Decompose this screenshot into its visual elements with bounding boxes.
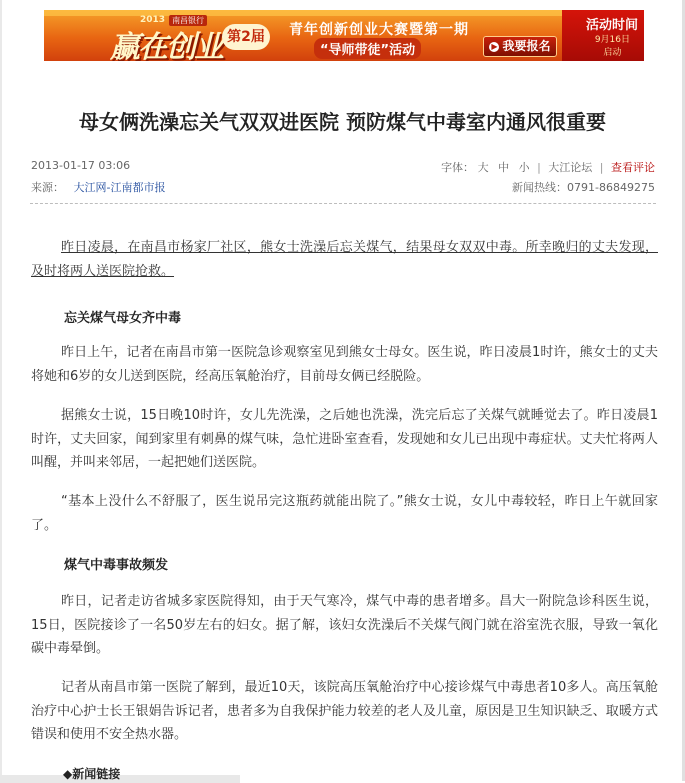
article-lead: 昨日凌晨，在南昌市杨家厂社区，熊女士洗澡后忘关煤气，结果母女双双中毒。所幸晚归的丈夫发现，及时将两人送医院抢救。: [31, 240, 658, 279]
article-source: [31, 179, 165, 195]
forum-link[interactable]: 大江论坛: [548, 161, 593, 174]
article-paragraph: 昨日上午，记者在南昌市第一医院急诊观察室见到熊女士母女。医生说，昨日凌晨1时许，熊女士的丈夫将她和6岁的女儿送到医院，经高压氧舱治疗，目前母女俩已经脱险。: [31, 345, 658, 384]
source-link[interactable]: 大江网-江南都市报: [73, 181, 166, 194]
news-hotline: [512, 179, 655, 195]
banner-year: 2013: [140, 15, 166, 25]
banner-main-title: 赢在创业: [110, 30, 222, 61]
font-medium-link[interactable]: 中: [498, 161, 510, 174]
register-button-label: 我要报名: [502, 39, 551, 53]
subheading-1: 忘关煤气母女齐中毒: [64, 311, 182, 326]
font-small-link[interactable]: 小: [518, 161, 530, 174]
banner-event-date: 9月16日 启动: [594, 35, 630, 58]
banner-headline: 青年创新创业大赛暨第一期: [289, 22, 469, 38]
article-paragraph: “基本上没什么不舒服了，医生说吊完这瓶药就能出院了。”熊女士说，女儿中毒较轻，昨日上午就回家了。: [31, 494, 658, 533]
article-paragraph: 昨日，记者走访省城多家医院得知，由于天气寒冷，煤气中毒的患者增多。昌大一附院急诊科医生说，15日，医院接诊了一名50岁左右的妇女。据了解，该妇女洗澡后不关煤气阀门就在浴室洗衣服，导致一氧化碳中毒晕倒。: [31, 594, 658, 656]
ad-banner[interactable]: [44, 10, 644, 61]
font-large-link[interactable]: 大: [477, 161, 489, 174]
divider: |: [537, 161, 541, 174]
banner-stripe: [44, 10, 644, 16]
subheading-2: 煤气中毒事故频发: [64, 558, 169, 573]
article-paragraph: 记者从南昌市第一医院了解到，最近10天，该院高压氧舱治疗中心接诊煤气中毒患者10多人。高压氧舱治疗中心护士长王银娟告诉记者，患者多为自我保护能力较差的老人及儿童，原因是卫生知识缺乏、取暖方式错误和使用不安全热水器。: [31, 680, 658, 742]
banner-bank-name: 南昌银行: [169, 15, 207, 26]
news-links-heading: ◆新闻链接: [63, 767, 121, 781]
banner-subheadline: “导师带徒”活动: [314, 38, 421, 59]
arrow-right-icon: ▶: [491, 42, 498, 51]
divider: |: [599, 161, 604, 174]
hotline-label: 新闻热线：: [512, 181, 568, 194]
meta-divider: [30, 203, 656, 204]
article-paragraph: 据熊女士说，15日晚10时许，女儿先洗澡，之后她也洗澡，洗完后忘了关煤气就睡觉去了。昨日凌晨1时许，丈夫回家，闻到家里有刺鼻的煤气味，急忙进卧室查看，发现她和女儿已出现中毒症状。丈夫忙将两人叫醒，并叫来邻居，一起把她们送医院。: [31, 408, 658, 470]
font-size-label: 字体：: [441, 161, 475, 174]
register-button[interactable]: [483, 36, 557, 57]
article-title: 母女俩洗澡忘关气双双进医院 预防煤气中毒室内通风很重要: [79, 110, 606, 134]
article-tools: [441, 159, 655, 175]
banner-edition: 第2届: [222, 24, 270, 50]
view-comments-link[interactable]: 查看评论: [611, 161, 655, 174]
article-datetime: 2013-01-17 03:06: [31, 159, 131, 172]
banner-event-time-title: 活动时间: [585, 18, 638, 33]
hotline-number: 0791-86849275: [567, 181, 655, 194]
source-label: 来源：: [31, 181, 64, 194]
